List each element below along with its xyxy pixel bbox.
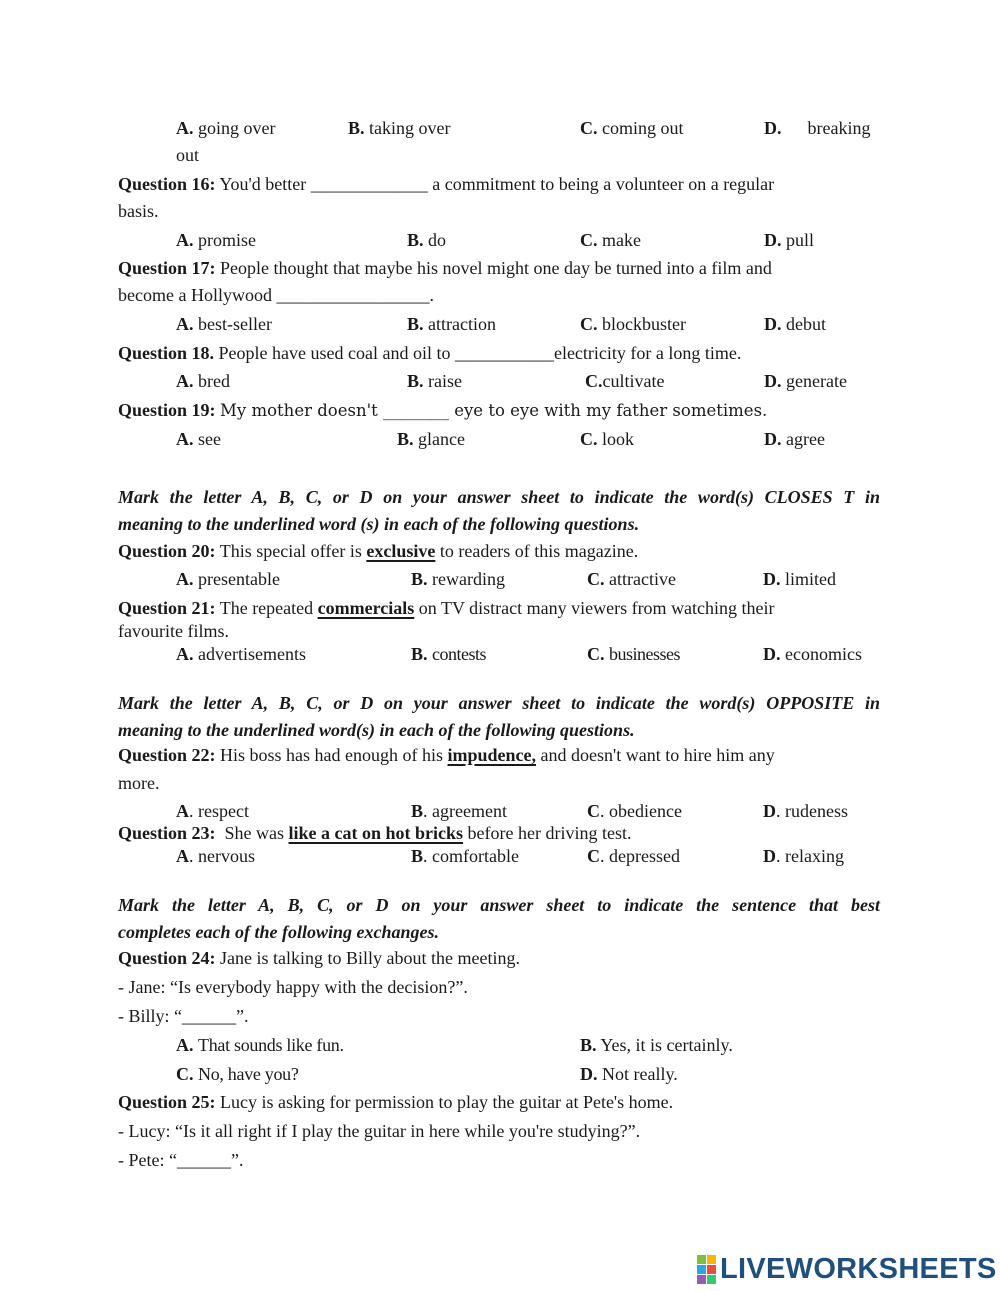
- question-18-text: Question 18. People have used coal and oil to ___________electricity for a long time.: [118, 343, 742, 363]
- q20-option-b[interactable]: B. rewarding: [411, 569, 505, 589]
- q19-option-d[interactable]: D. agree: [764, 429, 825, 449]
- q24-dialogue-jane: - Jane: “Is everybody happy with the decision?”.: [118, 977, 468, 997]
- instruction-opposite: Mark the letter A, B, C, or D on your answer sheet to indicate the word(s) OPPOSITE in meaning to the underlined word(s) in each of the following questions.: [118, 693, 880, 740]
- question-20-text: Question 20: This special offer is exclusive to readers of this magazine.: [118, 541, 639, 561]
- q24-option-b[interactable]: B. Yes, it is certainly.: [580, 1035, 733, 1055]
- underlined-keyword: commercials: [317, 598, 415, 618]
- q16-option-d[interactable]: D. pull: [764, 230, 815, 250]
- question-19-text: Question 19: My mother doesn't ________ eye to eye with my father sometimes.: [118, 400, 768, 420]
- question-22-text-line2: more.: [118, 773, 160, 793]
- underlined-keyword: impudence,: [447, 745, 537, 765]
- q16-option-c[interactable]: C. make: [580, 230, 641, 250]
- q15-option-a[interactable]: A. going over: [176, 118, 276, 138]
- q22-option-b[interactable]: B. agreement: [411, 801, 507, 821]
- q22-option-d[interactable]: D. rudeness: [763, 801, 848, 821]
- question-24-text: Question 24: Jane is talking to Billy about the meeting.: [118, 948, 520, 968]
- q19-option-a[interactable]: A. see: [176, 429, 221, 449]
- q18-option-c[interactable]: C.cultivate: [585, 371, 665, 391]
- q17-option-a[interactable]: A. best-seller: [176, 314, 272, 334]
- q21-option-c[interactable]: C. businesses: [587, 644, 680, 664]
- underlined-keyword: exclusive: [366, 541, 436, 561]
- question-16-text: Question 16: You'd better _____________ a commitment to being a volunteer on a regular: [118, 174, 775, 194]
- q17-option-c[interactable]: C. blockbuster: [580, 314, 686, 334]
- q21-option-b[interactable]: B. contests: [411, 644, 487, 664]
- q22-option-c[interactable]: C. obedience: [587, 801, 682, 821]
- q15-option-d-continued: out: [176, 145, 200, 165]
- q20-option-d[interactable]: D. limited: [763, 569, 836, 589]
- q21-option-a[interactable]: A. advertisements: [176, 644, 306, 664]
- q16-option-a[interactable]: A. promise: [176, 230, 256, 250]
- q15-option-c[interactable]: C. coming out: [580, 118, 684, 138]
- q23-option-d[interactable]: D. relaxing: [763, 846, 844, 866]
- q22-option-a[interactable]: A. respect: [176, 801, 249, 821]
- q19-option-c[interactable]: C. look: [580, 429, 635, 449]
- liveworksheets-logo-icon: [697, 1255, 716, 1284]
- question-22-text: Question 22: His boss has had enough of his impudence, and doesn't want to hire him any: [118, 745, 775, 765]
- question-17-text-line2: become a Hollywood _________________.: [118, 285, 434, 305]
- q18-option-d[interactable]: D. generate: [764, 371, 847, 391]
- q24-option-c[interactable]: C. No, have you?: [176, 1064, 299, 1084]
- q24-option-d[interactable]: D. Not really.: [580, 1064, 678, 1084]
- q18-option-b[interactable]: B. raise: [407, 371, 462, 391]
- q21-option-d[interactable]: D. economics: [763, 644, 862, 664]
- liveworksheets-wordmark: LIVEWORKSHEETS: [720, 1252, 997, 1285]
- q23-option-c[interactable]: C. depressed: [587, 846, 680, 866]
- q17-option-b[interactable]: B. attraction: [407, 314, 496, 334]
- q18-option-a[interactable]: A. bred: [176, 371, 230, 391]
- question-21-text: Question 21: The repeated commercials on TV distract many viewers from watching their: [118, 598, 775, 618]
- question-17-text: Question 17: People thought that maybe his novel might one day be turned into a film and: [118, 258, 772, 278]
- q25-dialogue-pete: - Pete: “______”.: [118, 1150, 244, 1170]
- liveworksheets-logo[interactable]: [697, 1253, 997, 1285]
- instruction-closest: Mark the letter A, B, C, or D on your answer sheet to indicate the word(s) CLOSES T in meaning to the underlined word (s) in each of the following questions.: [118, 487, 880, 534]
- q16-option-b[interactable]: B. do: [407, 230, 447, 250]
- instruction-exchanges: Mark the letter A, B, C, or D on your answer sheet to indicate the sentence that best completes each of the following exchanges.: [118, 895, 880, 942]
- question-23-text: Question 23: She was like a cat on hot bricks before her driving test.: [118, 823, 632, 843]
- underlined-keyword: like a cat on hot bricks: [288, 823, 464, 843]
- q19-option-b[interactable]: B. glance: [397, 429, 465, 449]
- q17-option-d[interactable]: D. debut: [764, 314, 826, 334]
- question-21-text-line2: favourite films.: [118, 621, 229, 641]
- q20-option-a[interactable]: A. presentable: [176, 569, 280, 589]
- q23-option-a[interactable]: A. nervous: [176, 846, 255, 866]
- q20-option-c[interactable]: C. attractive: [587, 569, 676, 589]
- q23-option-b[interactable]: B. comfortable: [411, 846, 519, 866]
- q24-dialogue-billy: - Billy: “______”.: [118, 1006, 249, 1026]
- q24-option-a[interactable]: A. That sounds like fun.: [176, 1035, 344, 1055]
- q15-option-d[interactable]: D. breaking: [764, 118, 871, 138]
- q25-dialogue-lucy: - Lucy: “Is it all right if I play the guitar in here while you're studying?”.: [118, 1121, 641, 1141]
- q15-option-b[interactable]: B. taking over: [348, 118, 451, 138]
- question-16-text-line2: basis.: [118, 201, 159, 221]
- question-25-text: Question 25: Lucy is asking for permission to play the guitar at Pete's home.: [118, 1092, 674, 1112]
